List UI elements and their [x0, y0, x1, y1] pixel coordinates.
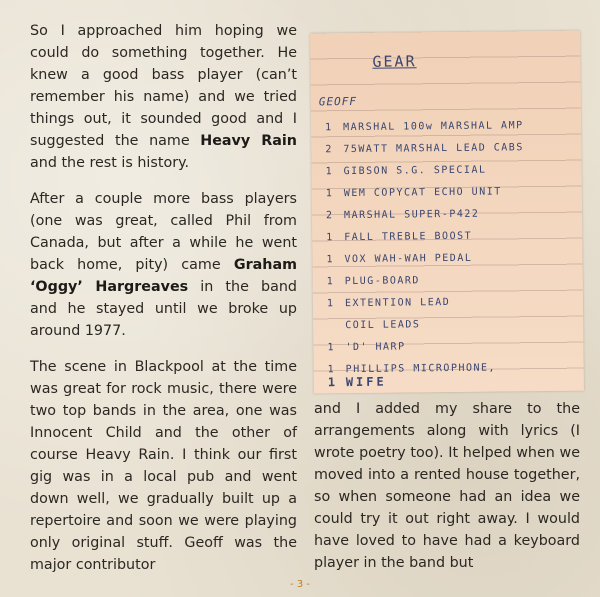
note-item: [325, 120, 524, 133]
band-name-bold: Heavy Rain: [200, 133, 297, 149]
note-item-text: FALL TREBLE BOOST: [344, 230, 473, 244]
note-qty: 2: [325, 144, 333, 156]
note-qty: 1: [326, 232, 334, 244]
note-item-text: WEM COPYCAT ECHO UNIT: [343, 186, 502, 200]
note-item: [327, 275, 420, 287]
note-item: [326, 209, 479, 222]
note-qty: 1: [327, 375, 339, 390]
note-qty: 1: [326, 276, 335, 288]
paragraph-3: [30, 356, 297, 576]
note-item-text: 75WATT MARSHAL LEAD CABS: [343, 142, 524, 156]
note-qty: 2: [325, 210, 334, 222]
note-item: [325, 142, 524, 155]
note-item-text: PLUG-BOARD: [344, 275, 420, 288]
paragraph-1: [30, 20, 297, 174]
note-item-text: COIL LEADS: [345, 319, 421, 332]
note-qty: 1: [327, 364, 336, 376]
note-qty: 1: [326, 298, 335, 310]
paragraph-text: in the band and he stayed until we broke up around 1977.: [30, 279, 297, 339]
page-number: - 3 -: [290, 579, 310, 590]
paragraph-text: After a couple more bass players (one was great, called Phil from Canada, but after a while he went back home, pity) came: [30, 191, 297, 273]
note-qty: 1: [325, 122, 333, 134]
paragraph-text: and the rest is history.: [30, 155, 190, 171]
note-item: [326, 165, 487, 178]
note-item: [328, 362, 497, 375]
note-item: [327, 297, 450, 309]
note-item: [326, 253, 472, 266]
note-item-text: VOX WAH-WAH PEDAL: [344, 252, 473, 266]
gear-list-note-photo: [310, 31, 584, 394]
paragraph-text: So I approached him hoping we could do something together. He knew a good bass player (can’t remember his name) and we tried things out, it sounded good and I suggested the name: [30, 23, 297, 149]
paragraph-2: [30, 188, 297, 342]
note-subtitle: GEOFF: [318, 94, 358, 109]
note-item-text: MARSHAL 100w MARSHAL AMP: [343, 120, 524, 134]
note-title: GEAR: [372, 52, 417, 71]
note-item-text: 'D' HARP: [345, 341, 406, 354]
note-item: [327, 341, 405, 353]
left-column: [30, 20, 297, 590]
note-item: [327, 319, 420, 331]
note-item-text: GIBSON S.G. SPECIAL: [343, 164, 487, 178]
note-qty: 1: [325, 188, 334, 200]
note-item-text: MARSHAL SUPER-P422: [343, 208, 480, 222]
note-qty: 1: [327, 342, 336, 354]
note-item: [328, 375, 387, 390]
note-item: [326, 231, 472, 244]
member-name-bold: Graham ‘Oggy’ Hargreaves: [30, 257, 297, 295]
note-item: [326, 186, 502, 199]
note-item-text: PHILLIPS MICROPHONE,: [345, 362, 497, 376]
note-qty: 1: [325, 166, 334, 178]
paragraph-text: The scene in Blackpool at the time was great for rock music, there were two top bands in the area, one was Innocent Child and the other of course Heavy Rain. I think our first gig was in a local pub and went down well, we gradually built up a repertoire and soon we were playing only original stuff. Geoff was the major contributor: [30, 359, 297, 573]
paragraph-4: and I added my share to the arrangements along with lyrics (I wrote poetry too). It helped when we moved into a rented house together, so when someone had an idea we could try it out right away. I would have loved to have had a keyboard player in the band but: [314, 401, 580, 571]
right-column: [314, 398, 580, 574]
note-item-text: WIFE: [345, 374, 387, 390]
note-item-text: EXTENTION LEAD: [344, 296, 451, 310]
note-qty: 1: [326, 254, 335, 266]
